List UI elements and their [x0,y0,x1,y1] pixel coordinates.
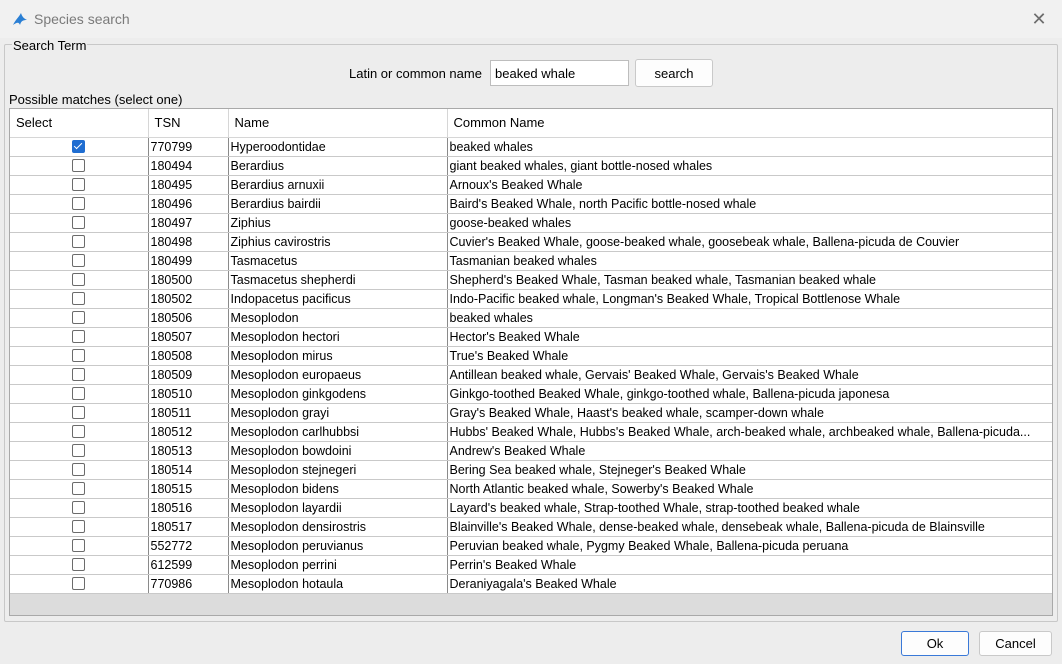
table-row[interactable] [10,232,1052,251]
name-cell: Mesoplodon bidens [228,479,447,498]
select-cell [10,479,148,498]
tsn-cell: 180516 [148,498,228,517]
select-checkbox[interactable] [72,387,85,400]
column-header-select[interactable]: Select [10,109,148,137]
tsn-cell: 180500 [148,270,228,289]
select-checkbox[interactable] [72,444,85,457]
select-cell [10,308,148,327]
select-cell [10,384,148,403]
table-row[interactable] [10,555,1052,574]
select-checkbox[interactable] [72,140,85,153]
tsn-cell: 180499 [148,251,228,270]
select-cell [10,194,148,213]
search-button[interactable]: search [635,59,713,87]
name-cell: Mesoplodon stejnegeri [228,460,447,479]
tsn-cell: 180508 [148,346,228,365]
select-checkbox[interactable] [72,539,85,552]
select-checkbox[interactable] [72,501,85,514]
select-checkbox[interactable] [72,159,85,172]
table-row[interactable] [10,346,1052,365]
common-name-cell: Layard's beaked whale, Strap-toothed Whale, strap-toothed beaked whale [447,498,1052,517]
tsn-cell: 180513 [148,441,228,460]
table-header-row [10,109,1052,137]
select-cell [10,574,148,593]
search-input[interactable] [490,60,629,86]
select-checkbox[interactable] [72,463,85,476]
name-cell: Mesoplodon mirus [228,346,447,365]
tsn-cell: 180494 [148,156,228,175]
select-checkbox[interactable] [72,520,85,533]
common-name-cell: beaked whales [447,308,1052,327]
common-name-cell: giant beaked whales, giant bottle-nosed whales [447,156,1052,175]
tsn-cell: 180502 [148,289,228,308]
select-checkbox[interactable] [72,577,85,590]
name-cell: Mesoplodon europaeus [228,365,447,384]
tsn-cell: 180512 [148,422,228,441]
tsn-cell: 180507 [148,327,228,346]
matches-label: Possible matches (select one) [9,92,183,107]
tsn-cell: 180495 [148,175,228,194]
tsn-cell: 612599 [148,555,228,574]
select-cell [10,498,148,517]
table-row[interactable] [10,517,1052,536]
name-cell: Ziphius [228,213,447,232]
tsn-cell: 180515 [148,479,228,498]
common-name-cell: Ginkgo-toothed Beaked Whale, ginkgo-toothed whale, Ballena-picuda japonesa [447,384,1052,403]
select-cell [10,517,148,536]
table-row[interactable] [10,403,1052,422]
table-row[interactable] [10,289,1052,308]
table-row[interactable] [10,194,1052,213]
select-checkbox[interactable] [72,558,85,571]
select-cell [10,327,148,346]
common-name-cell: Tasmanian beaked whales [447,251,1052,270]
search-term-group-label: Search Term [13,38,87,53]
name-cell: Tasmacetus shepherdi [228,270,447,289]
name-cell: Mesoplodon ginkgodens [228,384,447,403]
name-cell: Mesoplodon [228,308,447,327]
common-name-cell: Perrin's Beaked Whale [447,555,1052,574]
tsn-cell: 180506 [148,308,228,327]
select-cell [10,232,148,251]
common-name-cell: Hector's Beaked Whale [447,327,1052,346]
table-row[interactable] [10,536,1052,555]
select-checkbox[interactable] [72,425,85,438]
common-name-cell: True's Beaked Whale [447,346,1052,365]
table-row[interactable] [10,175,1052,194]
tsn-cell: 180517 [148,517,228,536]
common-name-cell: Arnoux's Beaked Whale [447,175,1052,194]
name-cell: Berardius bairdii [228,194,447,213]
common-name-cell: Cuvier's Beaked Whale, goose-beaked whale, goosebeak whale, Ballena-picuda de Couvier [447,232,1052,251]
common-name-cell: North Atlantic beaked whale, Sowerby's Beaked Whale [447,479,1052,498]
name-cell: Mesoplodon hectori [228,327,447,346]
common-name-cell: Gray's Beaked Whale, Haast's beaked whale, scamper-down whale [447,403,1052,422]
title-bar [0,0,1062,38]
results-table-container[interactable] [9,108,1053,616]
table-row[interactable] [10,422,1052,441]
common-name-cell: Deraniyagala's Beaked Whale [447,574,1052,593]
select-cell [10,156,148,175]
select-checkbox[interactable] [72,330,85,343]
table-row[interactable] [10,251,1052,270]
search-field-label: Latin or common name [349,66,482,81]
tsn-cell: 180509 [148,365,228,384]
column-header-name[interactable]: Name [228,109,447,137]
name-cell: Berardius [228,156,447,175]
app-logo-icon [11,10,29,28]
tsn-cell: 180498 [148,232,228,251]
table-row[interactable] [10,460,1052,479]
name-cell: Berardius arnuxii [228,175,447,194]
table-row[interactable] [10,441,1052,460]
common-name-cell: Bering Sea beaked whale, Stejneger's Beaked Whale [447,460,1052,479]
select-checkbox[interactable] [72,254,85,267]
tsn-cell: 770799 [148,137,228,156]
common-name-cell: Shepherd's Beaked Whale, Tasman beaked whale, Tasmanian beaked whale [447,270,1052,289]
table-row[interactable] [10,156,1052,175]
name-cell: Mesoplodon bowdoini [228,441,447,460]
common-name-cell: beaked whales [447,137,1052,156]
name-cell: Indopacetus pacificus [228,289,447,308]
table-row[interactable] [10,384,1052,403]
select-cell [10,270,148,289]
name-cell: Mesoplodon layardii [228,498,447,517]
table-row[interactable] [10,574,1052,593]
select-checkbox[interactable] [72,482,85,495]
tsn-cell: 180497 [148,213,228,232]
window-title: Species search [34,11,130,27]
name-cell: Mesoplodon densirostris [228,517,447,536]
common-name-cell: Andrew's Beaked Whale [447,441,1052,460]
tsn-cell: 180510 [148,384,228,403]
select-cell [10,346,148,365]
select-checkbox[interactable] [72,368,85,381]
common-name-cell: Blainville's Beaked Whale, dense-beaked whale, densebeak whale, Ballena-picuda de Blainsville [447,517,1052,536]
name-cell: Mesoplodon grayi [228,403,447,422]
tsn-cell: 180511 [148,403,228,422]
common-name-cell: Antillean beaked whale, Gervais' Beaked Whale, Gervais's Beaked Whale [447,365,1052,384]
select-cell [10,175,148,194]
table-row[interactable] [10,365,1052,384]
name-cell: Mesoplodon peruvianus [228,536,447,555]
column-header-common-name[interactable]: Common Name [447,109,1052,137]
select-cell [10,441,148,460]
tsn-cell: 180514 [148,460,228,479]
name-cell: Ziphius cavirostris [228,232,447,251]
tsn-cell: 552772 [148,536,228,555]
name-cell: Mesoplodon perrini [228,555,447,574]
select-cell [10,422,148,441]
name-cell: Hyperoodontidae [228,137,447,156]
name-cell: Tasmacetus [228,251,447,270]
select-cell [10,536,148,555]
tsn-cell: 770986 [148,574,228,593]
common-name-cell: Indo-Pacific beaked whale, Longman's Beaked Whale, Tropical Bottlenose Whale [447,289,1052,308]
table-row[interactable] [10,213,1052,232]
close-icon[interactable]: ✕ [1031,9,1047,29]
select-cell [10,365,148,384]
select-checkbox[interactable] [72,311,85,324]
select-checkbox[interactable] [72,197,85,210]
common-name-cell: goose-beaked whales [447,213,1052,232]
table-row[interactable] [10,498,1052,517]
name-cell: Mesoplodon carlhubbsi [228,422,447,441]
select-checkbox[interactable] [72,235,85,248]
column-header-tsn[interactable]: TSN [148,109,228,137]
select-cell [10,251,148,270]
select-checkbox[interactable] [72,178,85,191]
cancel-button[interactable]: Cancel [979,631,1052,656]
select-cell [10,289,148,308]
results-table [10,109,1053,594]
select-checkbox[interactable] [72,273,85,286]
tsn-cell: 180496 [148,194,228,213]
select-checkbox[interactable] [72,216,85,229]
select-cell [10,213,148,232]
table-row[interactable] [10,137,1052,156]
select-cell [10,403,148,422]
select-checkbox[interactable] [72,292,85,305]
select-checkbox[interactable] [72,349,85,362]
common-name-cell: Peruvian beaked whale, Pygmy Beaked Whale, Ballena-picuda peruana [447,536,1052,555]
select-cell [10,137,148,156]
table-row[interactable] [10,308,1052,327]
select-cell [10,555,148,574]
name-cell: Mesoplodon hotaula [228,574,447,593]
common-name-cell: Baird's Beaked Whale, north Pacific bottle-nosed whale [447,194,1052,213]
table-row[interactable] [10,327,1052,346]
ok-button[interactable]: Ok [901,631,969,656]
table-row[interactable] [10,270,1052,289]
select-cell [10,460,148,479]
table-row[interactable] [10,479,1052,498]
select-checkbox[interactable] [72,406,85,419]
common-name-cell: Hubbs' Beaked Whale, Hubbs's Beaked Whale, arch-beaked whale, archbeaked whale, Ballena-picuda... [447,422,1052,441]
